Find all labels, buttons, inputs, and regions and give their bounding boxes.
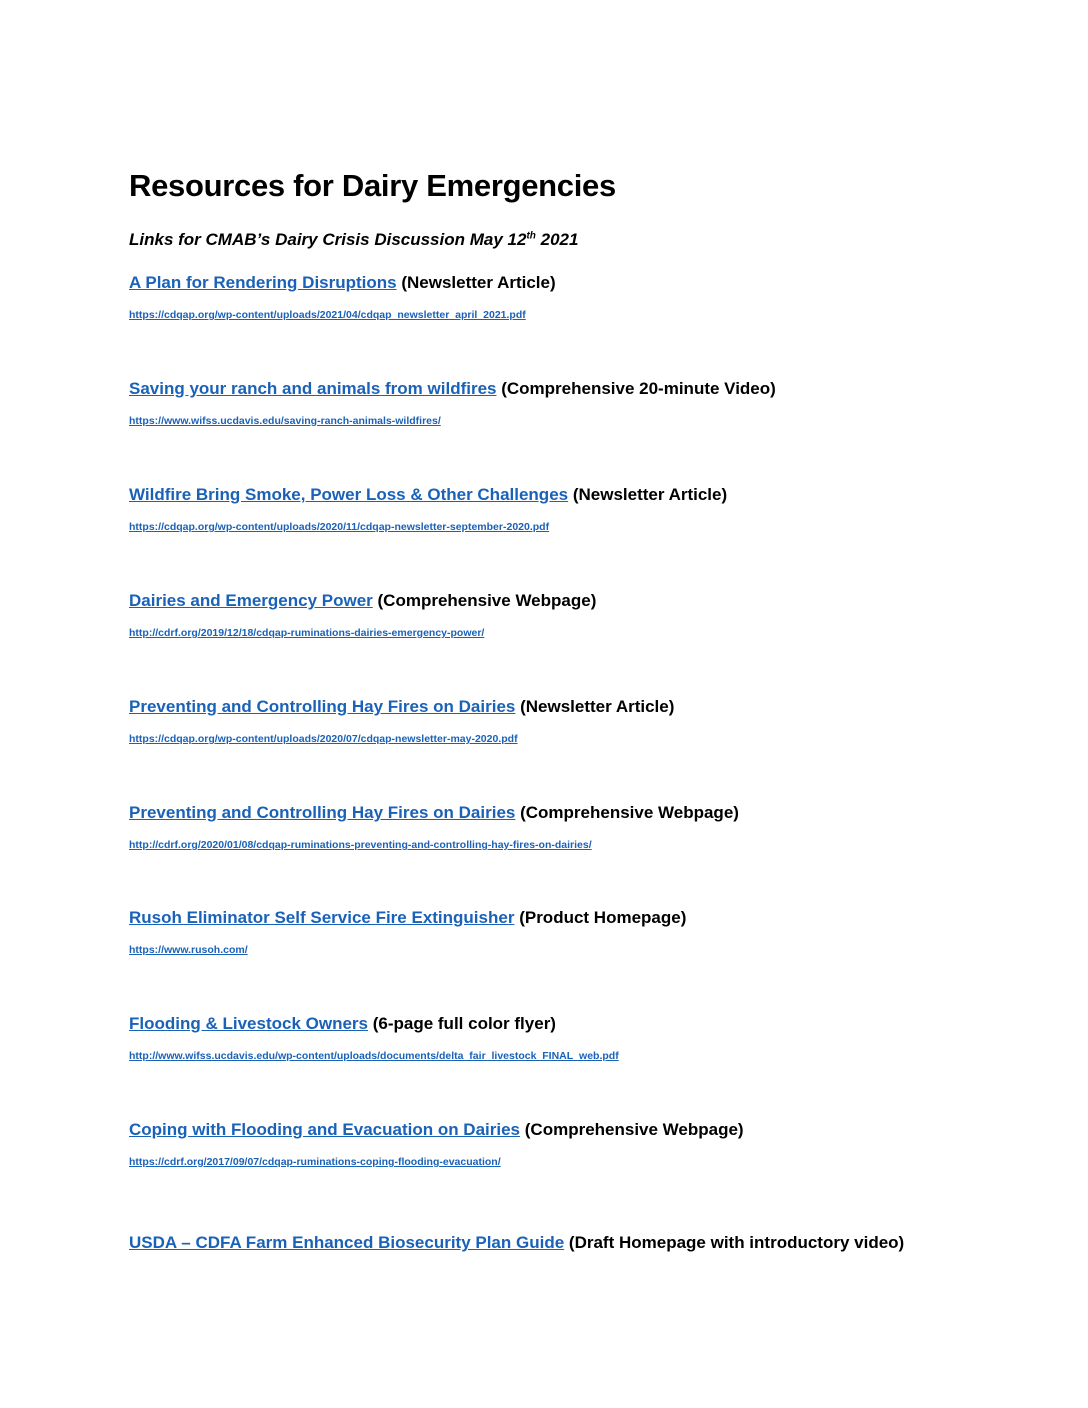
resource-title-link[interactable]: Rusoh Eliminator Self Service Fire Extinguisher	[129, 908, 515, 927]
resource-type: (Comprehensive Webpage)	[377, 591, 597, 610]
resource-url-link[interactable]: https://www.rusoh.com/	[129, 944, 248, 956]
resource-item	[129, 1119, 1029, 1169]
subtitle-superscript: th	[526, 230, 536, 242]
resource-type: (Draft Homepage with introductory video)	[568, 1233, 905, 1252]
resource-type: (Newsletter Article)	[572, 485, 728, 504]
subtitle-main: Links for CMAB’s Dairy Crisis Discussion May 12	[129, 230, 527, 249]
resource-item	[129, 590, 1029, 640]
resource-url-link[interactable]: https://cdrf.org/2017/09/07/cdqap-ruminations-coping-flooding-evacuation/	[129, 1156, 501, 1168]
resource-title-link[interactable]: Wildfire Bring Smoke, Power Loss & Other Challenges	[129, 485, 569, 504]
resource-item	[129, 378, 1029, 428]
resource-item	[129, 1013, 1029, 1063]
resource-title-link[interactable]: A Plan for Rendering Disruptions	[129, 273, 397, 292]
resource-url-link[interactable]: http://cdrf.org/2020/01/08/cdqap-ruminations-preventing-and-controlling-hay-fires-on-dairies/	[129, 839, 592, 851]
resource-type: (Product Homepage)	[519, 908, 687, 927]
resource-title-link[interactable]: Saving your ranch and animals from wildfires	[129, 379, 497, 398]
resource-title-link[interactable]: Preventing and Controlling Hay Fires on Dairies	[129, 697, 516, 716]
page-title: Resources for Dairy Emergencies	[129, 168, 616, 203]
subtitle-tail: 2021	[535, 230, 579, 249]
resource-type: (6-page full color flyer)	[372, 1014, 556, 1033]
resource-url-link[interactable]: https://www.wifss.ucdavis.edu/saving-ranch-animals-wildfires/	[129, 415, 441, 427]
resource-title-link[interactable]: Flooding & Livestock Owners	[129, 1014, 368, 1033]
page-subtitle	[129, 230, 578, 250]
resource-type: (Newsletter Article)	[520, 697, 675, 716]
resource-type: (Comprehensive Webpage)	[524, 1120, 744, 1139]
resource-type: (Newsletter Article)	[401, 273, 556, 292]
resource-url-link[interactable]: https://cdqap.org/wp-content/uploads/2021/04/cdqap_newsletter_april_2021.pdf	[129, 309, 526, 321]
resource-title-link[interactable]: Coping with Flooding and Evacuation on Dairies	[129, 1120, 521, 1139]
resource-item	[129, 272, 1029, 322]
resource-title-link[interactable]: Preventing and Controlling Hay Fires on Dairies	[129, 803, 516, 822]
resource-item	[129, 802, 1029, 852]
resource-url-link[interactable]: http://www.wifss.ucdavis.edu/wp-content/uploads/documents/delta_fair_livestock_FINAL_web.pdf	[129, 1050, 619, 1062]
resource-type: (Comprehensive 20-minute Video)	[501, 379, 776, 398]
resource-item	[129, 484, 1029, 534]
resource-title-link[interactable]: Dairies and Emergency Power	[129, 591, 373, 610]
resource-url-link[interactable]: https://cdqap.org/wp-content/uploads/2020/07/cdqap-newsletter-may-2020.pdf	[129, 733, 518, 745]
resource-url-link[interactable]: https://cdqap.org/wp-content/uploads/2020/11/cdqap-newsletter-september-2020.pdf	[129, 521, 550, 533]
resource-item	[129, 1232, 1029, 1254]
resource-type: (Comprehensive Webpage)	[520, 803, 739, 822]
resource-title-link[interactable]: USDA – CDFA Farm Enhanced Biosecurity Plan Guide	[129, 1233, 565, 1252]
resource-url-link[interactable]: http://cdrf.org/2019/12/18/cdqap-ruminations-dairies-emergency-power/	[129, 627, 485, 639]
resource-item	[129, 907, 1029, 957]
resource-item	[129, 696, 1029, 746]
